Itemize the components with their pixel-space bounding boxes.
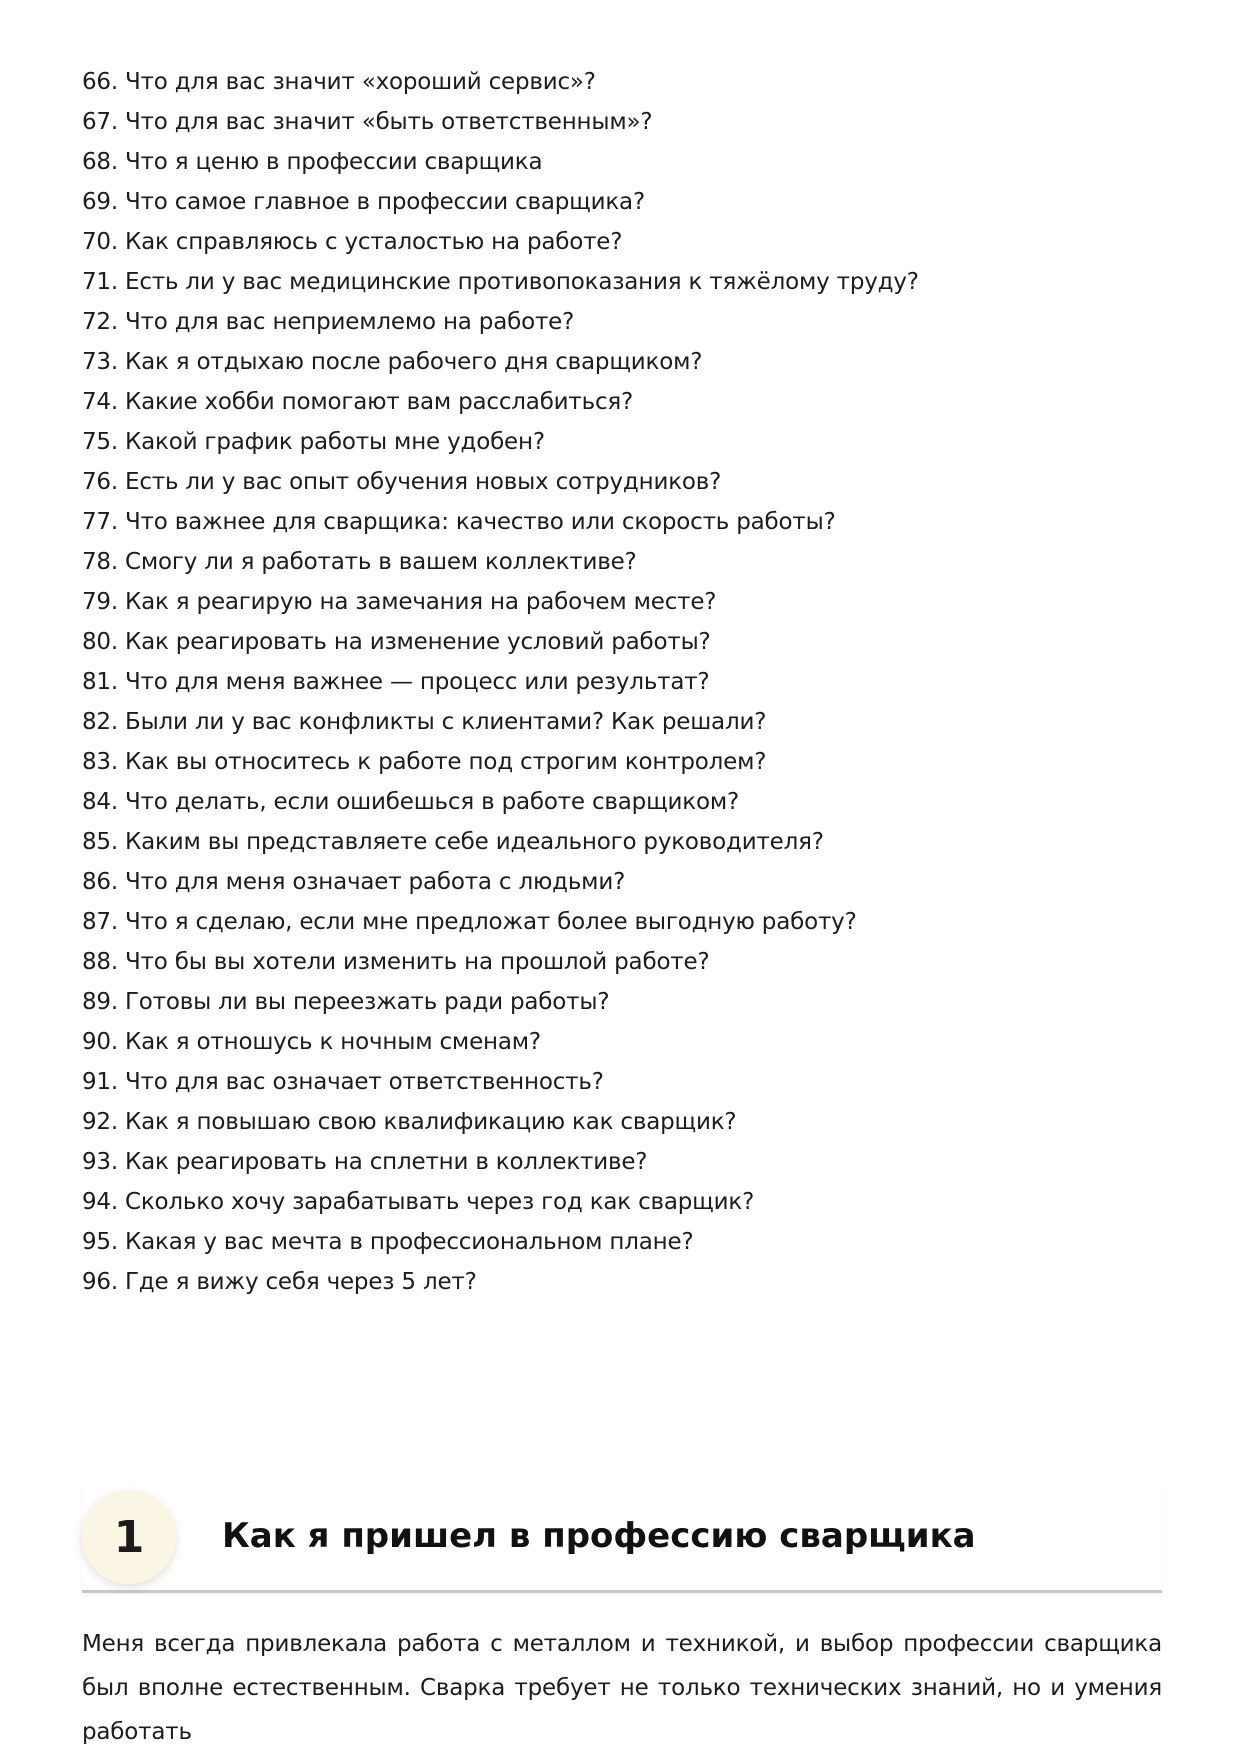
question-text: Есть ли у вас медицинские противопоказания к тяжёлому труду? [124,269,919,295]
list-item [82,222,1162,262]
question-number: 92. [82,1109,118,1135]
question-text: Как справляюсь с усталостью на работе? [124,229,623,255]
question-number: 78. [82,549,118,575]
question-number: 83. [82,749,118,775]
list-item [82,1182,1162,1222]
question-text: Где я вижу себя через 5 лет? [124,1269,477,1295]
list-item [82,502,1162,542]
question-text: Что для вас неприемлемо на работе? [124,309,575,335]
list-item [82,302,1162,342]
list-item [82,462,1162,502]
question-text: Как я отношусь к ночным сменам? [124,1029,541,1055]
question-text: Что делать, если ошибешься в работе сварщиком? [124,789,740,815]
list-item [82,62,1162,102]
list-item [82,542,1162,582]
list-item [82,102,1162,142]
question-number: 72. [82,309,118,335]
question-text: Как реагировать на сплетни в коллективе? [124,1149,648,1175]
question-number: 91. [82,1069,118,1095]
question-text: Что для меня означает работа с людьми? [124,869,626,895]
list-item [82,902,1162,942]
question-number: 68. [82,149,118,175]
list-item [82,1102,1162,1142]
question-text: Смогу ли я работать в вашем коллективе? [124,549,637,575]
question-number: 67. [82,109,118,135]
section-header [82,1482,1162,1593]
list-item [82,1062,1162,1102]
question-text: Какая у вас мечта в профессиональном плане? [124,1229,694,1255]
question-text: Сколько хочу зарабатывать через год как сварщик? [124,1189,755,1215]
question-text: Есть ли у вас опыт обучения новых сотрудников? [124,469,722,495]
question-text: Что для вас означает ответственность? [124,1069,604,1095]
question-text: Как реагировать на изменение условий работы? [124,629,711,655]
question-number: 75. [82,429,118,455]
question-number: 87. [82,909,118,935]
question-text: Что для меня важнее — процесс или результат? [124,669,710,695]
question-text: Что важнее для сварщика: качество или скорость работы? [124,509,836,535]
question-text: Как я повышаю свою квалификацию как сварщик? [124,1109,737,1135]
question-number: 96. [82,1269,118,1295]
list-item [82,782,1162,822]
question-number: 93. [82,1149,118,1175]
list-item [82,862,1162,902]
question-number: 73. [82,349,118,375]
question-number: 77. [82,509,118,535]
question-text: Что бы вы хотели изменить на прошлой работе? [124,949,710,975]
list-item [82,1022,1162,1062]
list-item [82,982,1162,1022]
list-item [82,1222,1162,1262]
question-text: Что для вас значит «хороший сервис»? [124,69,596,95]
list-item [82,742,1162,782]
question-number: 79. [82,589,118,615]
question-text: Каким вы представляете себе идеального руководителя? [124,829,824,855]
question-text: Что я ценю в профессии сварщика [124,149,543,175]
question-number: 80. [82,629,118,655]
question-text: Какие хобби помогают вам расслабиться? [124,389,634,415]
list-item [82,702,1162,742]
question-number: 88. [82,949,118,975]
question-number: 84. [82,789,118,815]
question-text: Как вы относитесь к работе под строгим контролем? [124,749,767,775]
list-item [82,422,1162,462]
question-text: Как я отдыхаю после рабочего дня сварщиком? [124,349,703,375]
question-text: Что я сделаю, если мне предложат более выгодную работу? [124,909,857,935]
question-number: 74. [82,389,118,415]
list-item [82,1142,1162,1182]
list-item [82,142,1162,182]
section-title: Как я пришел в профессию сварщика [222,1516,976,1556]
list-item [82,582,1162,622]
question-number: 66. [82,69,118,95]
question-list [82,62,1162,1302]
list-item [82,182,1162,222]
question-number: 76. [82,469,118,495]
question-number: 81. [82,669,118,695]
section-number-badge: 1 [82,1490,176,1584]
list-item [82,342,1162,382]
question-number: 94. [82,1189,118,1215]
question-number: 71. [82,269,118,295]
list-item [82,1262,1162,1302]
question-text: Что самое главное в профессии сварщика? [124,189,645,215]
list-item [82,662,1162,702]
question-number: 70. [82,229,118,255]
question-text: Какой график работы мне удобен? [124,429,545,455]
question-text: Готовы ли вы переезжать ради работы? [124,989,610,1015]
list-item [82,622,1162,662]
list-item [82,382,1162,422]
question-number: 85. [82,829,118,855]
list-item [82,942,1162,982]
list-item [82,262,1162,302]
question-text: Что для вас значит «быть ответственным»? [124,109,653,135]
question-number: 90. [82,1029,118,1055]
question-text: Как я реагирую на замечания на рабочем месте? [124,589,717,615]
question-text: Были ли у вас конфликты с клиентами? Как решали? [124,709,767,735]
question-number: 82. [82,709,118,735]
question-number: 69. [82,189,118,215]
question-number: 95. [82,1229,118,1255]
question-number: 86. [82,869,118,895]
question-number: 89. [82,989,118,1015]
list-item [82,822,1162,862]
intro-paragraph: Меня всегда привлекала работа с металлом и техникой, и выбор профессии сварщика был вполне естественным. Сварка требует не только технических знаний, но и умения работать [82,1631,1162,1745]
